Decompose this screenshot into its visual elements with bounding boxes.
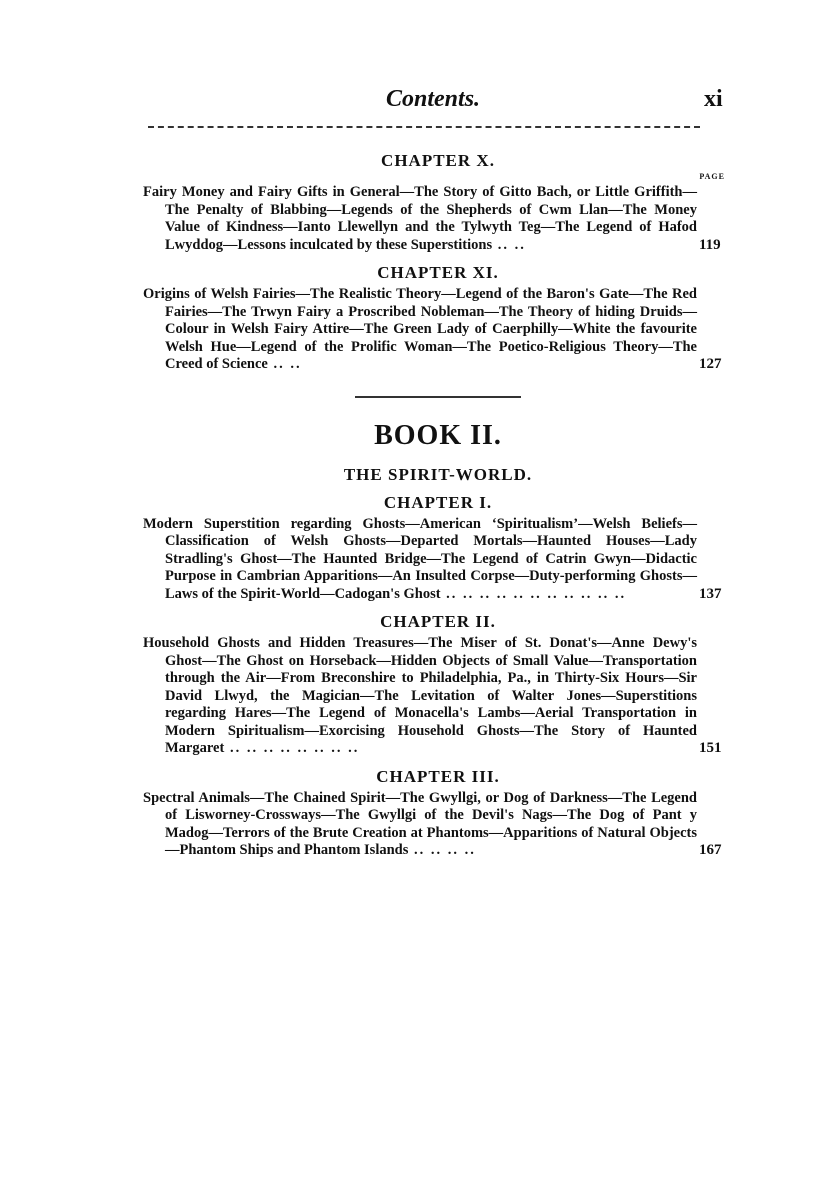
toc-entry — [143, 790, 733, 860]
dot-leaders: .. .. .. .. — [408, 842, 476, 858]
page-folio: xi — [704, 86, 723, 112]
book-title: BOOK II. — [374, 419, 502, 451]
entry-text — [143, 516, 697, 604]
entry-description: Modern Superstition regarding Ghosts—American ‘Spiritualism’—Welsh Beliefs—Classification of Welsh Ghosts—Departed Mortals—Haunted Houses—Lady Stradling's Ghost—The Haunted Bridge—The Legend of Catrin Gwyn—Didactic Purpose in Cambrian Apparitions—An Insulted Corpse—Duty-performing Ghosts—Laws of the Spirit-World—Cadogan's Ghost — [143, 515, 697, 602]
page-number: 151 — [699, 740, 722, 756]
page-number: 167 — [699, 842, 722, 858]
page-number: 127 — [699, 356, 722, 372]
section-divider — [355, 396, 521, 398]
page-column-label: PAGE — [699, 172, 725, 181]
header-rule — [148, 126, 700, 128]
toc-section-chapter-i — [143, 492, 733, 604]
part-title: THE SPIRIT-WORLD. — [343, 464, 533, 484]
entry-text — [143, 184, 697, 254]
dot-leaders: .. .. .. .. .. .. .. .. .. .. .. — [440, 585, 627, 602]
entry-text — [143, 635, 697, 758]
dot-leaders: .. .. .. .. .. .. .. .. — [224, 740, 360, 756]
entry-text — [143, 286, 697, 374]
entry-description: Spectral Animals—The Chained Spirit—The Gwyllgi, or Dog of Darkness—The Legend of Lisworney-Crossways—The Gwyllgi of the Devil's Nags—The Dog of Pant y Madog—Terrors of the Brute Creation at Phantoms—Apparitions of Natural Objects—Phantom Ships and Phantom Islands — [143, 789, 697, 858]
toc-section-chapter-ii — [143, 611, 733, 758]
table-of-contents — [143, 150, 733, 868]
running-title: Contents. — [386, 86, 481, 112]
toc-entry — [143, 286, 733, 374]
entry-description: Origins of Welsh Fairies—The Realistic Theory—Legend of the Baron's Gate—The Red Fairies—The Trwyn Fairy a Proscribed Nobleman—The Theory of hiding Druids—Colour in Welsh Fairy Attire—The Green Lady of Caerphilly—White the favourite Welsh Hue—Legend of the Prolific Woman—The Poetico-Religious Theory—The Creed of Science — [143, 286, 697, 372]
page-number: 137 — [699, 585, 722, 602]
entry-description: Fairy Money and Fairy Gifts in General—The Story of Gitto Bach, or Little Griffith—The Penalty of Blabbing—Legends of the Shepherds of Cwm Llan—The Money Value of Kindness—Ianto Llewellyn and the Tylwyth Teg—The Legend of Hafod Lwyddog—Lessons inculcated by these Superstitions — [143, 184, 697, 253]
running-head — [0, 86, 840, 116]
toc-section-chapter-x — [143, 150, 733, 254]
toc-section-chapter-xi — [143, 262, 733, 374]
chapter-heading: CHAPTER III. — [376, 766, 500, 786]
entry-description: Household Ghosts and Hidden Treasures—The Miser of St. Donat's—Anne Dewy's Ghost—The Ghost on Horseback—Hidden Objects of Small Value—Transportation through the Air—From Breconshire to Philadelphia, Pa., in Thirty-Six Hours—Sir David Llwyd, the Magician—The Levitation of Walter Jones—Superstitions regarding Hares—The Legend of Monacella's Lambs—Aerial Transportation in Modern Spiritualism—Exorcising Household Ghosts—The Story of Haunted Margaret — [143, 635, 697, 756]
toc-entry — [143, 184, 733, 254]
toc-entry — [143, 635, 733, 758]
toc-entry — [143, 516, 733, 604]
entry-text — [143, 790, 697, 860]
toc-section-chapter-iii — [143, 766, 733, 860]
chapter-heading: CHAPTER XI. — [377, 263, 499, 282]
chapter-heading: CHAPTER X. — [381, 151, 495, 170]
chapter-heading: CHAPTER II. — [380, 612, 496, 631]
page-number: 119 — [699, 236, 721, 253]
chapter-heading: CHAPTER I. — [383, 492, 493, 512]
dot-leaders: .. .. — [492, 236, 526, 253]
dot-leaders: .. .. — [267, 356, 302, 372]
